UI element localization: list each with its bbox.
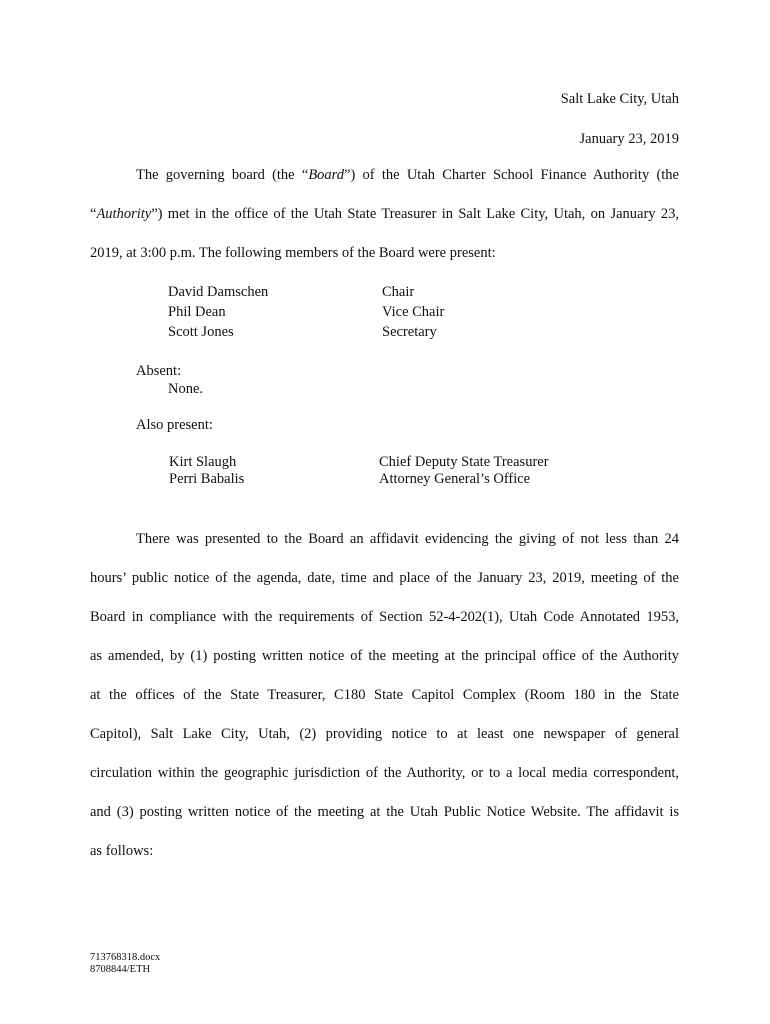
also-present-label: Also present: — [136, 417, 213, 433]
attendee-role: Chief Deputy State Treasurer — [379, 454, 549, 470]
notice-paragraph — [90, 529, 679, 880]
absent-label: Absent: — [136, 363, 182, 379]
notice-line: hours’ public notice of the agenda, date, time and place of the January 23, 2019, meeting of the — [90, 570, 679, 586]
header-location: Salt Lake City, Utah — [560, 91, 679, 107]
attendee-name: Perri Babalis — [169, 471, 245, 487]
footer-filename: 713768318.docx — [90, 952, 161, 963]
member-name: Phil Dean — [168, 304, 226, 320]
notice-line: as follows: — [90, 843, 154, 859]
header-date: January 23, 2019 — [579, 131, 679, 147]
member-name: David Damschen — [168, 284, 269, 300]
member-name: Scott Jones — [168, 324, 234, 340]
intro-line: 2019, at 3:00 p.m. The following members of the Board were present: — [90, 245, 496, 261]
member-role: Vice Chair — [382, 304, 445, 320]
notice-line: Board in compliance with the requirements of Section 52-4-202(1), Utah Code Annotated 1953, — [90, 609, 679, 625]
footer-reference: 8708844/ETH — [90, 964, 151, 975]
notice-line: Capitol), Salt Lake City, Utah, (2) providing notice to at least one newspaper of general — [90, 726, 679, 742]
intro-line: The governing board (the “Board”) of the Utah Charter School Finance Authority (the — [136, 167, 679, 183]
intro-line: “Authority”) met in the office of the Utah State Treasurer in Salt Lake City, Utah, on January 23, — [90, 206, 679, 222]
intro-paragraph — [90, 165, 679, 282]
notice-line: as amended, by (1) posting written notice of the meeting at the principal office of the Authority — [90, 648, 679, 664]
notice-line: There was presented to the Board an affidavit evidencing the giving of not less than 24 — [136, 531, 679, 547]
attendee-name: Kirt Slaugh — [169, 454, 237, 470]
document-footer — [90, 952, 160, 976]
notice-line: circulation within the geographic jurisdiction of the Authority, or to a local media correspondent, — [90, 765, 679, 781]
attendee-role: Attorney General’s Office — [379, 471, 531, 487]
member-role: Secretary — [382, 324, 437, 340]
member-role: Chair — [382, 284, 415, 300]
notice-line: at the offices of the State Treasurer, C180 State Capitol Complex (Room 180 in the State — [90, 687, 679, 703]
absent-value: None. — [168, 381, 204, 397]
notice-line: and (3) posting written notice of the meeting at the Utah Public Notice Website. The affidavit is — [90, 804, 679, 820]
